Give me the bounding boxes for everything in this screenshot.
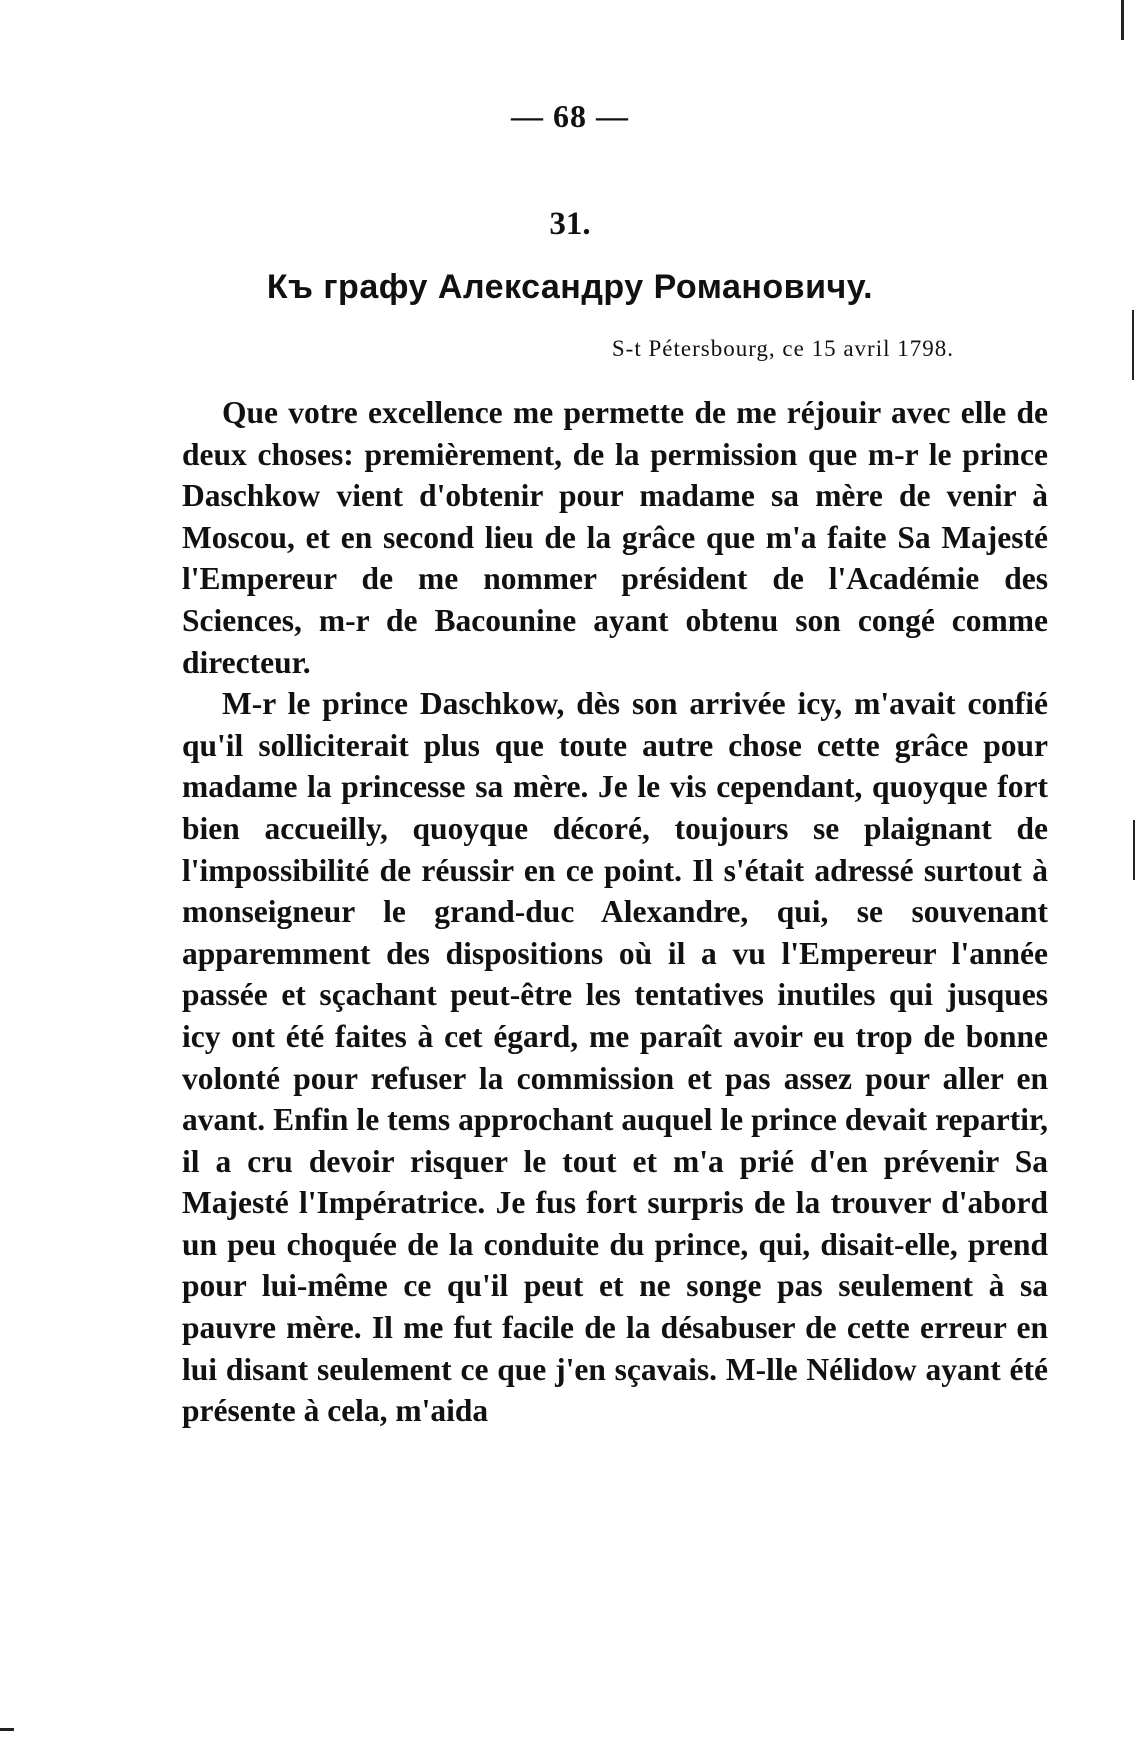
scan-edge-mark-right-2 [1133, 820, 1135, 880]
scan-edge-mark-top [1121, 0, 1124, 40]
scan-edge-mark-right [1132, 310, 1134, 380]
scan-edge-mark-bottom [0, 1728, 14, 1731]
dateline: S-t Pétersbourg, ce 15 avril 1798. [611, 336, 954, 361]
page-number: — 68 — [511, 98, 629, 134]
paragraph-2: M-r le prince Daschkow, dès son arrivée icy, m'avait confié qu'il solliciterait plus que toute autre chose cette grâce pour madame la princesse sa mère. Je le vis cependant, quoyque fort bien accueilly, quoyque décoré, toujours se plaignant de l'impossibilité de réussir en ce point. Il s'était adressé surtout à monseigneur le grand-duc Alexandre, qui, se souvenant apparemment des dispositions où il a vu l'Empereur l'année passée et sçachant peut-être les tentatives inutiles qui jusques icy ont été faites à cet égard, me paraît avoir eu trop de bonne volonté pour refuser la commission et pas assez pour aller en avant. Enfin le tems approchant auquel le prince devait repartir, il a cru devoir risquer le tout et m'a prié d'en prévenir Sa Majesté l'Impératrice. Je fus fort surpris de la trouver d'abord un peu choquée de la conduite du prince, qui, disait-elle, prend pour lui-même ce qu'il peut et ne songe pas seulement à sa pauvre mère. Il me fut facile de la désabuser de cette erreur en lui disant seulement ce que j'en sçavais. M-lle Nélidow ayant été présente à cela, m'aida [182, 686, 1048, 1429]
letter-number: 31. [549, 206, 591, 242]
paragraph-1: Que votre excellence me permette de me réjouir avec elle de deux choses: premièrement, de la permission que m-r le prince Daschkow vient d'obtenir pour madame sa mère de venir à Moscou, et en second lieu de la grâce que m'a faite Sa Majesté l'Empereur de me nommer président de l'Académie des Sciences, m-r de Bacounine ayant obtenu son congé comme directeur. [182, 395, 1048, 680]
letter-heading: Къ графу Александру Романовичу. [266, 268, 874, 306]
body-text [182, 392, 1048, 1432]
